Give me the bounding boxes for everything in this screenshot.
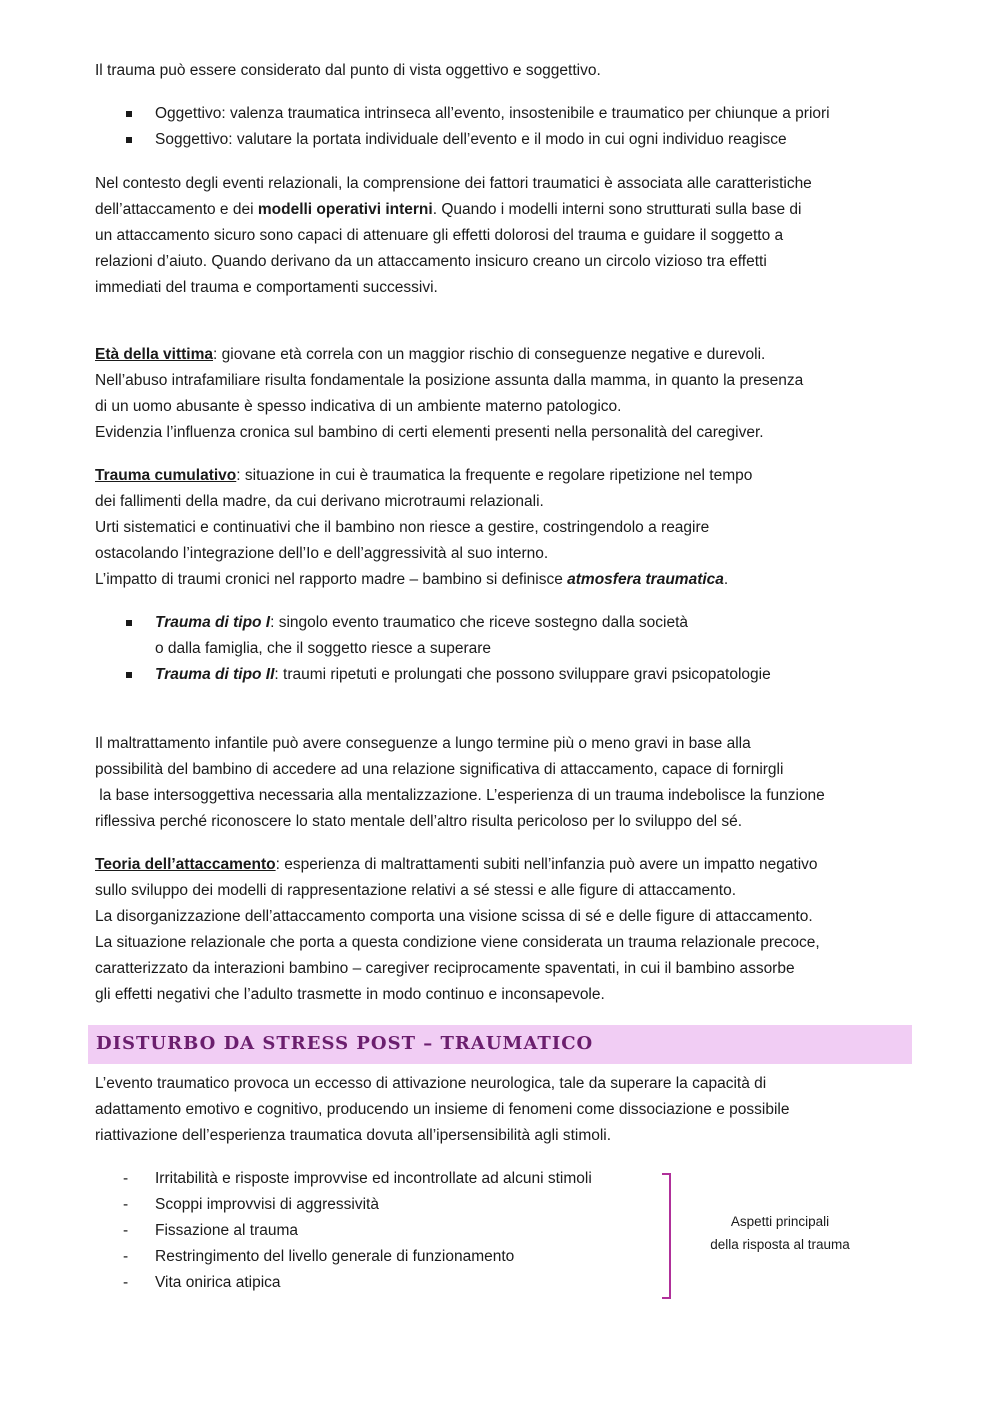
bullet-dash-icon: -	[123, 1196, 129, 1213]
bullet-dash-icon: -	[123, 1274, 129, 1291]
list-item: - Vita onirica atipica	[95, 1270, 955, 1296]
cumulative-trauma-paragraph: Trauma cumulativo: situazione in cui è traumatica la frequente e regolare ripetizione nel tempo dei fallimenti della madre, da cui derivano microtraumi relazionali. Urti sistematici e continuativi che il bambino non riesce a gestire, costringendolo a reagire ostacolando l’integrazione dell’Io e dell’aggressività al suo interno. L’impatto di traumi cronici nel rapporto madre – bambino si definisce atmosfera traumatica.	[95, 467, 753, 588]
ptsd-section-banner	[88, 1025, 912, 1064]
list-item: - Fissazione al trauma	[95, 1218, 955, 1244]
list-item: Oggettivo: valenza traumatica intrinseca all’evento, insostenibile e traumatico per chiunque a priori	[95, 101, 955, 127]
list-item: Trauma di tipo II: traumi ripetuti e prolungati che possono sviluppare gravi psicopatologie	[95, 662, 955, 688]
bullet-dash-icon: -	[123, 1248, 129, 1265]
trauma-types-list	[95, 610, 955, 688]
attachment-theory-paragraph: Teoria dell’attaccamento: esperienza di maltrattamenti subiti nell’infanzia può avere un impatto negativo sullo sviluppo dei modelli di rappresentazione relativi a sé stessi e alle figure di attaccamento. La disorganizzazione dell’attaccamento comporta una visione scissa di sé e delle figure di attaccamento. La situazione relazionale che porta a questa condizione viene considerata un trauma relazionale precoce, caratterizzato da interazioni bambino – caregiver reciprocamente spaventati, in cui il bambino assorbe gli effetti negativi che l’adulto trasmette in modo continuo e inconsapevole.	[95, 856, 820, 1003]
intro-bullet-list	[95, 101, 955, 153]
section-term: Trauma cumulativo	[95, 467, 237, 484]
section-term: Teoria dell’attaccamento	[95, 856, 276, 873]
list-item: - Scoppi improvvisi di aggressività	[95, 1192, 955, 1218]
intro-paragraph: Il trauma può essere considerato dal punto di vista oggettivo e soggettivo.	[95, 62, 601, 79]
bullet-square-icon	[126, 620, 132, 626]
list-item: - Restringimento del livello generale di funzionamento	[95, 1244, 955, 1270]
bullet-square-icon	[126, 672, 132, 678]
age-paragraph: Età della vittima: giovane età correla con un maggior rischio di conseguenze negative e durevoli. Nell’abuso intrafamiliare risulta fondamentale la posizione assunta dalla mamma, in quanto la presenza di un uomo abusante è spesso indicativa di un ambiente materno patologico. Evidenzia l’influenza cronica sul bambino di certi elementi presenti nella personalità del caregiver.	[95, 346, 804, 441]
bullet-square-icon	[126, 137, 132, 143]
section-heading: DISTURBO DA STRESS POST – TRAUMATICO	[96, 1033, 594, 1054]
section-term: Età della vittima	[95, 346, 214, 363]
maltreatment-paragraph: Il maltrattamento infantile può avere conseguenze a lungo termine più o meno gravi in base alla possibilità del bambino di accedere ad una relazione significativa di attaccamento, capace di fornirgli la base intersoggettiva necessaria alla mentalizzazione. L’esperienza di un trauma indebolisce la funzione riflessiva perché riconoscere lo stato mentale dell’altro risulta pericoloso per lo sviluppo del sé.	[95, 735, 825, 830]
relational-paragraph: Nel contesto degli eventi relazionali, la comprensione dei fattori traumatici è associata alle caratteristiche dell’attaccamento e dei modelli operativi interni. Quando i modelli interni sono strutturati sulla base di un attaccamento sicuro sono capaci di attenuare gli effetti dolorosi del trauma e guidare il soggetto a relazioni d’aiuto. Quando derivano da un attaccamento insicuro creano un circolo vizioso tra effetti immediati del trauma e comportamenti successivi.	[95, 175, 812, 296]
bullet-square-icon	[126, 111, 132, 117]
bullet-dash-icon: -	[123, 1222, 129, 1239]
bold-italic-term: atmosfera traumatica	[567, 571, 724, 588]
brace-annotation: Aspetti principali della risposta al trauma	[710, 1214, 850, 1252]
ptsd-intro-paragraph: L’evento traumatico provoca un eccesso di attivazione neurologica, tale da superare la capacità di adattamento emotivo e cognitivo, producendo un insieme di fenomeni come dissociazione e possibile riattivazione dell’esperienza traumatica dovuta all’ipersensibilità agli stimoli.	[95, 1075, 790, 1144]
list-item: - Irritabilità e risposte improvvise ed incontrollate ad alcuni stimoli	[95, 1166, 955, 1192]
bullet-dash-icon: -	[123, 1170, 129, 1187]
right-bracket-icon	[660, 1172, 680, 1300]
bold-term: modelli operativi interni	[257, 201, 433, 218]
list-item: Trauma di tipo I: singolo evento traumatico che riceve sostegno dalla società o dalla famiglia, che il soggetto riesce a superare	[95, 610, 955, 662]
list-item: Soggettivo: valutare la portata individuale dell’evento e il modo in cui ogni individuo reagisce	[95, 127, 955, 153]
